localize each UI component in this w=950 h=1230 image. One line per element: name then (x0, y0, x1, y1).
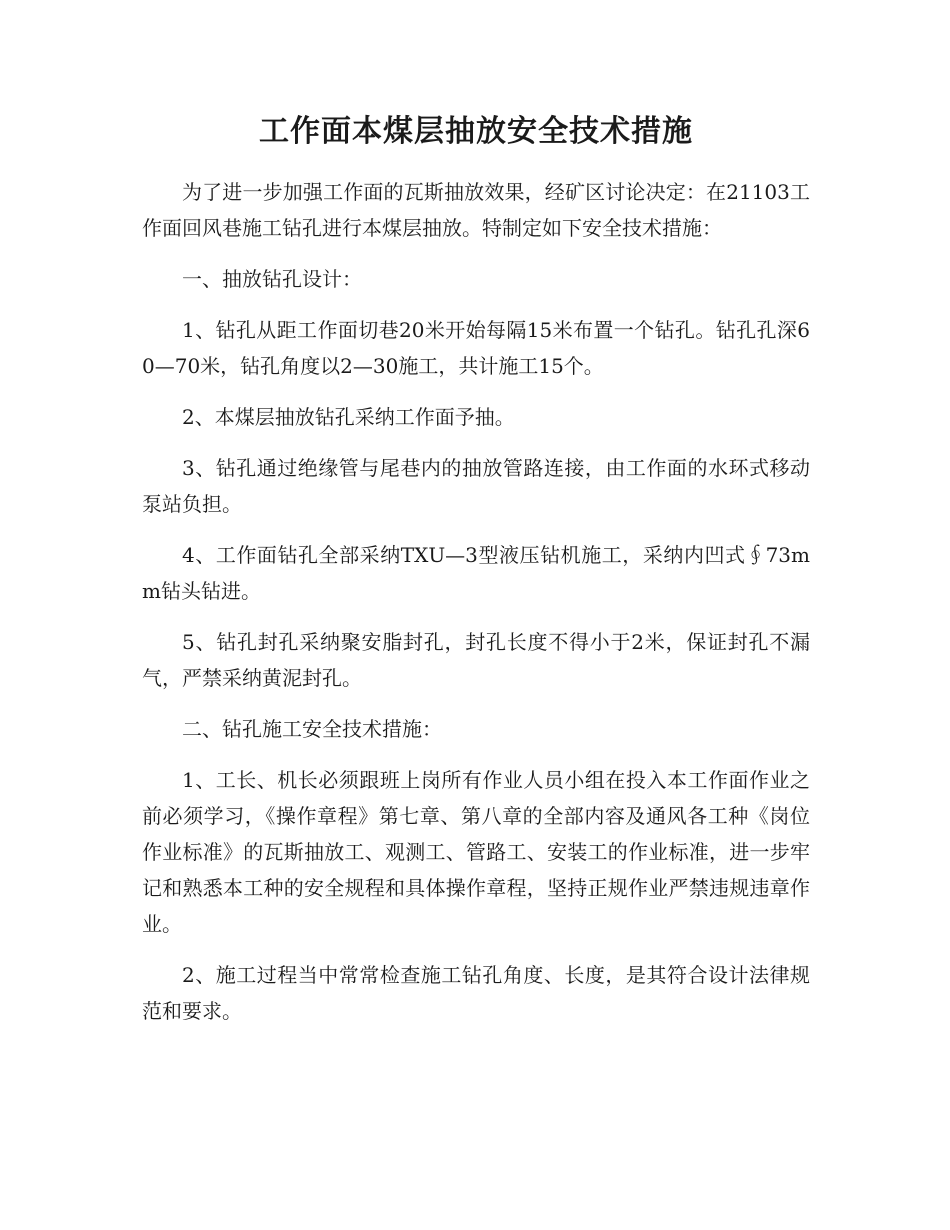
safety-item-1: 1、工长、机长必须跟班上岗所有作业人员小组在投入本工作面作业之前必须学习，《操作章程》第七章、第八章的全部内容及通风各工种《岗位作业标准》的瓦斯抽放工、观测工、管路工、安装工的作业标准，进一步牢记和熟悉本工种的安全规程和具体操作章程，坚持正规作业严禁违规违章作业。 (142, 768, 810, 936)
design-item-1: 1、钻孔从距工作面切巷20米开始每隔15米布置一个钻孔。钻孔孔深60—70米，钻孔角度以2—30施工，共计施工15个。 (142, 318, 810, 378)
design-item-4: 4、工作面钻孔全部采纳TXU—3型液压钻机施工，采纳内凹式∮73mm钻头钻进。 (142, 543, 810, 603)
section-heading-safety-measures: 二、钻孔施工安全技术措施： (182, 717, 442, 741)
design-item-2: 2、本煤层抽放钻孔采纳工作面予抽。 (182, 405, 515, 429)
design-item-5: 5、钻孔封孔采纳聚安脂封孔，封孔长度不得小于2米，保证封孔不漏气，严禁采纳黄泥封孔。 (142, 630, 810, 690)
section-heading-drilling-design: 一、抽放钻孔设计： (182, 267, 362, 291)
design-item-3: 3、钻孔通过绝缘管与尾巷内的抽放管路连接，由工作面的水环式移动泵站负担。 (142, 456, 810, 516)
document-title: 工作面本煤层抽放安全技术措施 (259, 114, 693, 149)
safety-item-2: 2、施工过程当中常常检查施工钻孔角度、长度，是其符合设计法律规范和要求。 (142, 963, 810, 1023)
intro-paragraph: 为了进一步加强工作面的瓦斯抽放效果，经矿区讨论决定：在21103工作面回风巷施工钻孔进行本煤层抽放。特制定如下安全技术措施： (142, 180, 810, 240)
